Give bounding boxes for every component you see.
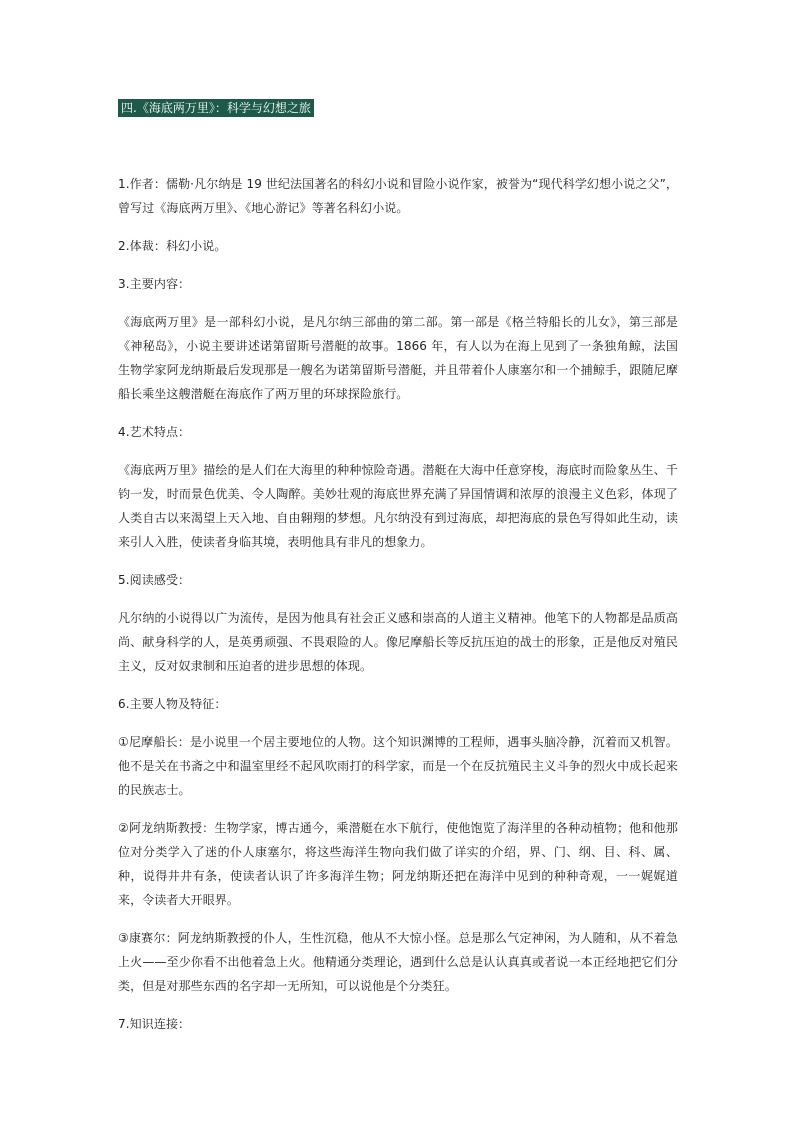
paragraph-author: 1.作者：儒勒·凡尔纳是 19 世纪法国著名的科幻小说和冒险小说作家，被誉为“现代科学幻想小说之父”，曾写过《海底两万里》、《地心游记》等著名科幻小说。	[118, 177, 678, 215]
paragraph-character-aronnax: ②阿龙纳斯教授：生物学家，博古通今，乘潜艇在水下航行，使他饱览了海洋里的各种动植物；他和他那位对分类学入了迷的仆人康塞尔，将这些海洋生物向我们做了详实的介绍，界、门、纲、目、科、属、种，说得井井有条，使读者认识了许多海洋生物；阿龙纳斯还把在海洋中见到的种种奇观，一一娓娓道来，令读者大开眼界。	[118, 821, 678, 907]
paragraph-art-features: 《海底两万里》描绘的是人们在大海里的种种惊险奇遇。潜艇在大海中任意穿梭，海底时而险象丛生、千钧一发，时而景色优美、令人陶醉。美妙壮观的海底世界充满了异国情调和浓厚的浪漫主义色彩，体现了人类自古以来渴望上天入地、自由翱翔的梦想。凡尔纳没有到过海底，却把海底的景色写得如此生动，读来引人入胜，使读者身临其境，表明他具有非凡的想象力。	[118, 463, 678, 549]
paragraph-reading-label: 5.阅读感受：	[118, 573, 191, 587]
paragraph-art-features-label: 4.艺术特点：	[118, 425, 191, 439]
paragraph-knowledge-label: 7.知识连接：	[118, 1017, 191, 1031]
paragraph-main-content-label: 3.主要内容：	[118, 277, 191, 291]
document-body	[118, 172, 678, 1050]
paragraph-genre: 2.体裁：科幻小说。	[118, 239, 227, 253]
paragraph-character-nemo: ①尼摩船长：是小说里一个居主要地位的人物。这个知识渊博的工程师，遇事头脑冷静，沉着而又机智。他不是关在书斋之中和温室里经不起风吹雨打的科学家，而是一个在反抗殖民主义斗争的烈火中成长起来的民族志士。	[118, 735, 678, 797]
paragraph-reading: 凡尔纳的小说得以广为流传，是因为他具有社会正义感和崇高的人道主义精神。他笔下的人物都是品质高尚、献身科学的人，是英勇顽强、不畏艰险的人。像尼摩船长等反抗压迫的战士的形象，正是他反对殖民主义，反对奴隶制和压迫者的进步思想的体现。	[118, 611, 678, 673]
paragraph-character-conseil: ③康赛尔：阿龙纳斯教授的仆人，生性沉稳，他从不大惊小怪。总是那么气定神闲，为人随和，从不着急上火——至少你看不出他着急上火。他精通分类理论，遇到什么总是认认真真或者说一本正经地把它们分类，但是对那些东西的名字却一无所知，可以说他是个分类狂。	[118, 931, 678, 993]
paragraph-main-content: 《海底两万里》是一部科幻小说，是凡尔纳三部曲的第二部。第一部是《格兰特船长的儿女》，第三部是《神秘岛》，小说主要讲述诺第留斯号潜艇的故事。1866 年，有人以为在海上见到了一条独角鲸，法国生物学家阿龙纳斯最后发现那是一艘名为诺第留斯号潜艇，并且带着仆人康塞尔和一个捕鲸手，跟随尼摩船长乘坐这艘潜艇在海底作了两万里的环球探险旅行。	[118, 315, 678, 401]
paragraph-characters-label: 6.主要人物及特征：	[118, 697, 227, 711]
section-heading: 四.《海底两万里》：科学与幻想之旅	[118, 99, 314, 117]
